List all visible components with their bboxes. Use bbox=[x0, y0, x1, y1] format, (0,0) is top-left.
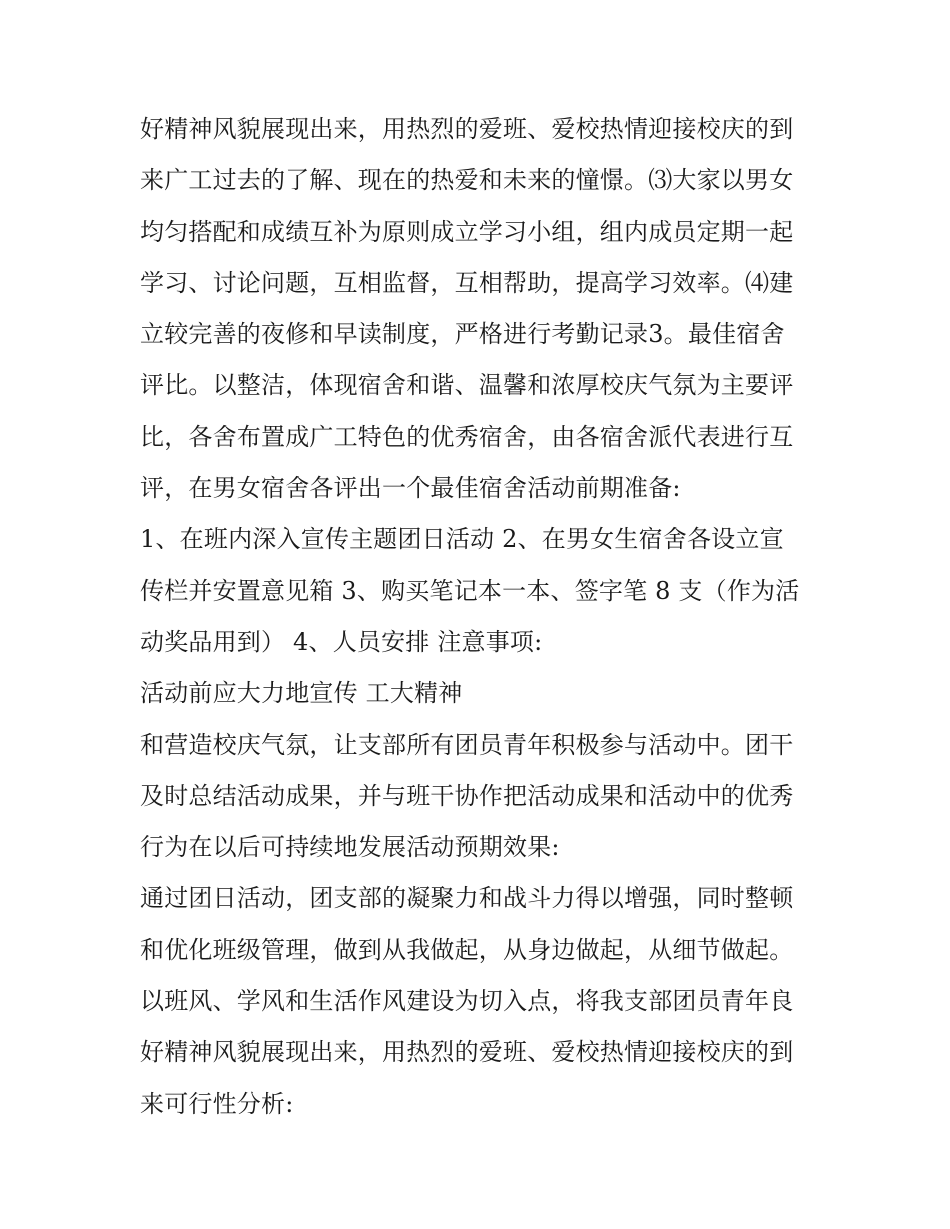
text-line: 动奖品用到） 4、人员安排 注意事项: bbox=[140, 627, 543, 656]
text-line: 评比。以整洁，体现宿舍和谐、温馨和浓厚校庆气氛为主要评 bbox=[140, 371, 794, 400]
text-line: 来广工过去的了解、现在的热爱和未来的憧憬。⑶大家以男女 bbox=[140, 166, 794, 195]
text-line: 比，各舍布置成广工特色的优秀宿舍，由各宿舍派代表进行互 bbox=[140, 422, 794, 451]
text-line: 及时总结活动成果，并与班干协作把活动成果和活动中的优秀 bbox=[140, 781, 794, 810]
text-line: 通过团日活动，团支部的凝聚力和战斗力得以增强，同时整顿 bbox=[140, 884, 794, 913]
text-line: 行为在以后可持续地发展活动预期效果: bbox=[140, 833, 560, 862]
text-line: 好精神风貌展现出来，用热烈的爱班、爱校热情迎接校庆的到 bbox=[140, 115, 794, 143]
text-line: 立较完善的夜修和早读制度，严格进行考勤记录3。最佳宿舍 bbox=[140, 320, 785, 349]
text-line: 学习、讨论问题，互相监督，互相帮助，提高学习效率。⑷建 bbox=[140, 268, 794, 297]
text-line: 1、在班内深入宣传主题团日活动 2、在男女生宿舍各设立宣 bbox=[140, 525, 784, 554]
text-line: 和优化班级管理，做到从我做起，从身边做起，从细节做起。 bbox=[140, 935, 794, 964]
text-line: 以班风、学风和生活作风建设为切入点，将我支部团员青年良 bbox=[140, 987, 794, 1016]
text-line: 好精神风貌展现出来，用热烈的爱班、爱校热情迎接校庆的到 bbox=[140, 1038, 794, 1067]
text-line: 和营造校庆气氛，让支部所有团员青年积极参与活动中。团干 bbox=[140, 730, 794, 759]
text-line: 来可行性分析: bbox=[140, 1089, 294, 1118]
text-line: 均匀搭配和成绩互补为原则成立学习小组，组内成员定期一起 bbox=[140, 217, 794, 246]
text-line: 活动前应大力地宣传 工大精神 bbox=[140, 679, 463, 708]
document-body bbox=[140, 104, 820, 1130]
text-line: 评，在男女宿舍各评出一个最佳宿舍活动前期准备: bbox=[140, 474, 681, 503]
text-line: 传栏并安置意见箱 3、购买笔记本一本、签字笔 8 支（作为活 bbox=[140, 576, 800, 605]
